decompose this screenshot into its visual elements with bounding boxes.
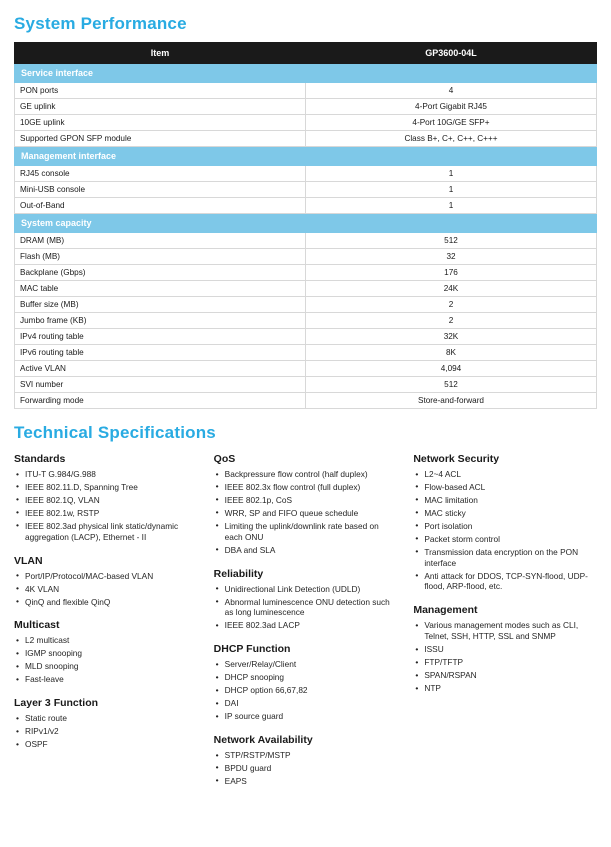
list-item: • IEEE 802.1Q, VLAN: [14, 495, 198, 506]
row-value: 4: [306, 83, 597, 99]
list-item: • L2 multicast: [14, 635, 198, 646]
list-item: • L2~4 ACL: [413, 469, 597, 480]
table-header-row: [15, 43, 597, 64]
column-header-item: Item: [15, 43, 306, 64]
list-item: • DAI: [214, 698, 398, 709]
table-body: [15, 64, 597, 409]
spec-list: [413, 620, 597, 694]
spec-group-vlan: [14, 555, 198, 608]
row-item: SVI number: [15, 377, 306, 393]
spec-group-title: VLAN: [14, 554, 43, 567]
row-item: Active VLAN: [15, 361, 306, 377]
list-item: • MAC sticky: [413, 508, 597, 519]
row-item: Jumbo frame (KB): [15, 313, 306, 329]
spec-group-network-availability: [214, 734, 398, 787]
list-item: • DBA and SLA: [214, 545, 398, 556]
row-item: Mini-USB console: [15, 182, 306, 198]
table-group-label: System capacity: [15, 214, 597, 233]
list-item: • Port isolation: [413, 521, 597, 532]
row-value: 512: [306, 233, 597, 249]
spec-list: [214, 469, 398, 556]
table-row: [15, 182, 597, 198]
list-item: • Server/Relay/Client: [214, 659, 398, 670]
list-item: • IEEE 802.3ad LACP: [214, 620, 398, 631]
spec-column-3: [413, 453, 597, 799]
list-item: • Various management modes such as CLI, Telnet, SSH, HTTP, SSL and SNMP: [413, 620, 597, 642]
row-item: Flash (MB): [15, 249, 306, 265]
spec-group-title: Standards: [14, 453, 66, 465]
list-item: • MLD snooping: [14, 661, 198, 672]
row-value: 1: [306, 182, 597, 198]
row-item: Out-of-Band: [15, 198, 306, 214]
spec-group-title: Network Availability: [213, 734, 313, 746]
list-item: • OSPF: [14, 739, 198, 750]
spec-list: [14, 635, 198, 685]
list-item: • ISSU: [413, 644, 597, 655]
list-item: • IP source guard: [214, 711, 398, 722]
list-item: • IEEE 802.3x flow control (full duplex): [214, 482, 398, 493]
table-row: [15, 361, 597, 377]
system-performance-table: [14, 42, 597, 409]
row-value: Class B+, C+, C++, C+++: [306, 131, 597, 147]
table-row: [15, 198, 597, 214]
row-value: 512: [306, 377, 597, 393]
row-value: 2: [306, 313, 597, 329]
table-row: [15, 313, 597, 329]
spec-group-multicast: [14, 619, 198, 685]
list-item: • EAPS: [214, 776, 398, 787]
row-value: 4,094: [306, 361, 597, 377]
table-row: [15, 393, 597, 409]
list-item: • IEEE 802.1w, RSTP: [14, 508, 198, 519]
spec-list: [14, 571, 198, 608]
list-item: • Backpressure flow control (half duplex): [214, 469, 398, 480]
table-header: [15, 43, 597, 64]
row-value: 24K: [306, 281, 597, 297]
table-group-label: Management interface: [15, 147, 597, 166]
spec-list: [214, 659, 398, 722]
table-group-row: [15, 214, 597, 233]
list-item: • Limiting the uplink/downlink rate based on each ONU: [214, 521, 398, 543]
spec-list: [14, 713, 198, 750]
table-row: [15, 329, 597, 345]
table-row: [15, 166, 597, 182]
table-row: [15, 345, 597, 361]
table-group-row: [15, 64, 597, 83]
list-item: • QinQ and flexible QinQ: [14, 597, 198, 608]
row-value: 1: [306, 198, 597, 214]
row-value: 1: [306, 166, 597, 182]
spec-group-title: Management: [413, 604, 478, 617]
list-item: • Packet storm control: [413, 534, 597, 545]
spec-group-management: [413, 604, 597, 694]
list-item: • Flow-based ACL: [413, 482, 597, 493]
spec-column-1: [14, 453, 198, 799]
row-item: Forwarding mode: [15, 393, 306, 409]
spec-list: [214, 750, 398, 787]
list-item: • FTP/TFTP: [413, 657, 597, 668]
row-value: 176: [306, 265, 597, 281]
row-item: 10GE uplink: [15, 115, 306, 131]
list-item: • ITU-T G.984/G.988: [14, 469, 198, 480]
list-item: • RIPv1/v2: [14, 726, 198, 737]
row-item: RJ45 console: [15, 166, 306, 182]
spec-list: [413, 469, 597, 592]
spec-group-title: DHCP Function: [213, 643, 291, 656]
table-row: [15, 377, 597, 393]
row-value: 32K: [306, 329, 597, 345]
table-row: [15, 297, 597, 313]
row-item: Backplane (Gbps): [15, 265, 306, 281]
list-item: • Unidirectional Link Detection (UDLD): [214, 584, 398, 595]
row-item: PON ports: [15, 83, 306, 99]
table-row: [15, 115, 597, 131]
spec-group-qos: [214, 453, 398, 556]
table-row: [15, 233, 597, 249]
list-item: • Fast-leave: [14, 674, 198, 685]
table-group-row: [15, 147, 597, 166]
list-item: • STP/RSTP/MSTP: [214, 750, 398, 761]
row-item: DRAM (MB): [15, 233, 306, 249]
list-item: • Static route: [14, 713, 198, 724]
table-group-label: Service interface: [15, 64, 597, 83]
list-item: • Abnormal luminescence ONU detection such as long luminescence: [214, 597, 398, 619]
row-value: 4-Port Gigabit RJ45: [306, 99, 597, 115]
page-title-system-performance: System Performance: [14, 14, 187, 33]
row-item: MAC table: [15, 281, 306, 297]
row-item: Buffer size (MB): [15, 297, 306, 313]
list-item: • IEEE 802.11.D, Spanning Tree: [14, 482, 198, 493]
spec-group-title: QoS: [213, 453, 236, 465]
list-item: • IGMP snooping: [14, 648, 198, 659]
row-value: 2: [306, 297, 597, 313]
row-value: Store-and-forward: [306, 393, 597, 409]
spec-group-title: Multicast: [14, 619, 60, 632]
row-item: GE uplink: [15, 99, 306, 115]
row-value: 4-Port 10G/GE SFP+: [306, 115, 597, 131]
list-item: • MAC limitation: [413, 495, 597, 506]
spec-list: [214, 584, 398, 632]
row-item: IPv6 routing table: [15, 345, 306, 361]
table-row: [15, 83, 597, 99]
list-item: • Transmission data encryption on the PON interface: [413, 547, 597, 569]
list-item: • IEEE 802.1p, CoS: [214, 495, 398, 506]
row-item: IPv4 routing table: [15, 329, 306, 345]
spec-list: [14, 469, 198, 543]
spec-column-2: [214, 453, 398, 799]
list-item: • Anti attack for DDOS, TCP-SYN-flood, UDP-flood, ARP-flood, etc.: [413, 571, 597, 593]
spec-group-title: Network Security: [413, 453, 500, 465]
spec-group-layer3-function: [14, 697, 198, 750]
table-row: [15, 249, 597, 265]
row-item: Supported GPON SFP module: [15, 131, 306, 147]
row-value: 32: [306, 249, 597, 265]
list-item: • DHCP option 66,67,82: [214, 685, 398, 696]
list-item: • NTP: [413, 683, 597, 694]
spec-group-network-security: [413, 453, 597, 592]
spec-group-reliability: [214, 568, 398, 632]
spec-group-dhcp-function: [214, 643, 398, 722]
list-item: • WRR, SP and FIFO queue schedule: [214, 508, 398, 519]
list-item: • Port/IP/Protocol/MAC-based VLAN: [14, 571, 198, 582]
list-item: • DHCP snooping: [214, 672, 398, 683]
list-item: • IEEE 802.3ad physical link static/dynamic aggregation (LACP), Ethernet - II: [14, 521, 198, 543]
list-item: • SPAN/RSPAN: [413, 670, 597, 681]
row-value: 8K: [306, 345, 597, 361]
spec-group-title: Layer 3 Function: [14, 697, 99, 710]
table-row: [15, 281, 597, 297]
list-item: • BPDU guard: [214, 763, 398, 774]
list-item: • 4K VLAN: [14, 584, 198, 595]
spec-group-title: Reliability: [213, 567, 264, 580]
table-row: [15, 265, 597, 281]
table-row: [15, 99, 597, 115]
technical-specifications-columns: [14, 453, 597, 799]
column-header-model: GP3600-04L: [306, 43, 597, 64]
table-row: [15, 131, 597, 147]
spec-group-standards: [14, 453, 198, 543]
page-title-technical-specifications: Technical Specifications: [14, 423, 216, 442]
